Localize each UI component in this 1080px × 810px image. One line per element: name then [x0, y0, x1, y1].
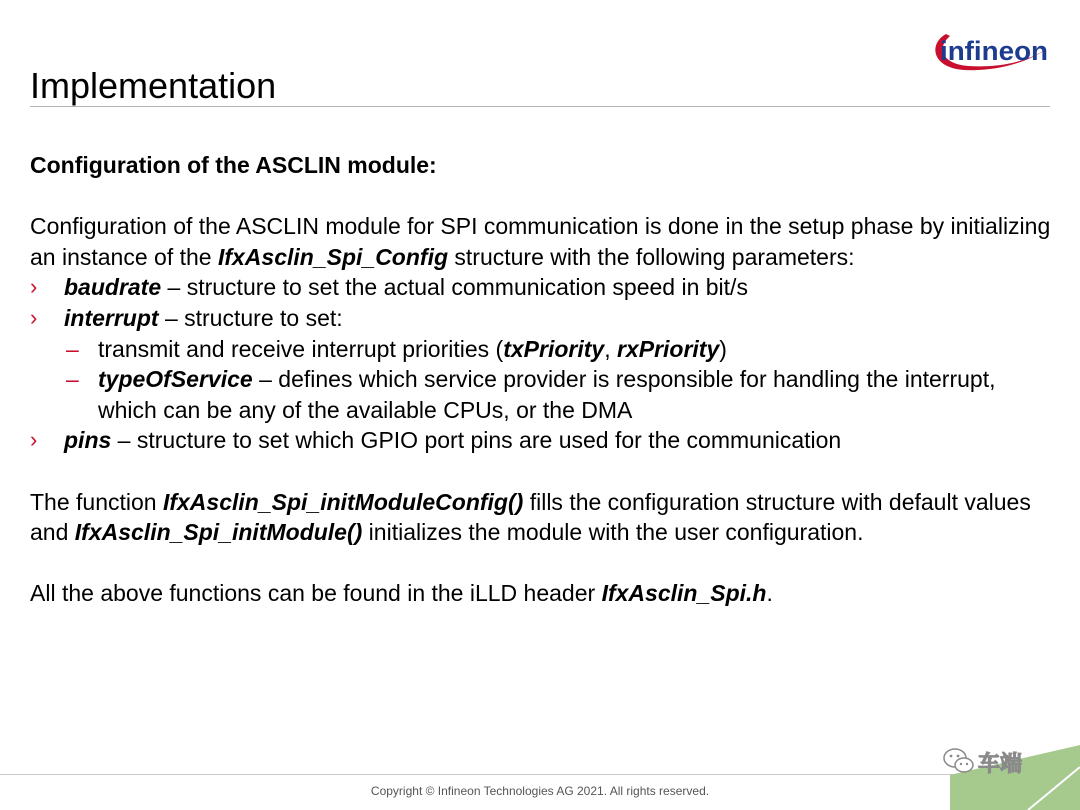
title-divider	[30, 106, 1050, 107]
infineon-logo	[928, 24, 1052, 82]
bullet-baudrate: › baudrate – structure to set the actual communication speed in bit/s	[30, 272, 1055, 303]
watermark-text: 车端	[978, 752, 1023, 777]
slide-title: Implementation	[30, 65, 277, 106]
bullet-marker-icon: ›	[30, 304, 38, 330]
struct-name: IfxAsclin_Spi_Config	[217, 243, 449, 270]
header-paragraph: All the above functions can be found in the iLLD header IfxAsclin_Spi.h.	[30, 580, 773, 607]
bullet-marker-icon: ›	[30, 274, 38, 300]
bullet-marker-icon: ›	[30, 427, 38, 453]
watermark	[942, 744, 1052, 778]
sub-bullet-type-of-service: – typeOfService – defines which service provider is responsible for handling the interrupt, which can be any of the available CPUs, or the DMA	[66, 366, 996, 423]
dash-marker-icon: –	[66, 366, 79, 393]
init-functions-paragraph: The function IfxAsclin_Spi_initModuleConfig() fills the configuration structure with default values and IfxAsclin_Spi_initModule() initializes the module with the user configuration.	[30, 488, 1031, 546]
copyright-notice: Copyright © Infineon Technologies AG 2021. All rights reserved.	[370, 784, 710, 798]
dash-marker-icon: –	[66, 335, 79, 362]
section-heading: Configuration of the ASCLIN module:	[30, 152, 437, 178]
slide-body	[30, 150, 1055, 609]
sub-bullet-priorities: – transmit and receive interrupt priorities (txPriority, rxPriority)	[30, 334, 1055, 365]
intro-paragraph: Configuration of the ASCLIN module for SPI communication is done in the setup phase by initializing an instance of the IfxAsclin_Spi_Config structure with the following parameters:	[30, 213, 1051, 270]
logo-wordmark: infineon	[940, 36, 1048, 66]
footer-divider	[0, 774, 1080, 775]
bullet-interrupt: › interrupt – structure to set:	[30, 303, 1055, 334]
wechat-icon	[942, 746, 976, 776]
bullet-pins: › pins – structure to set which GPIO port pins are used for the communication	[30, 425, 1055, 456]
